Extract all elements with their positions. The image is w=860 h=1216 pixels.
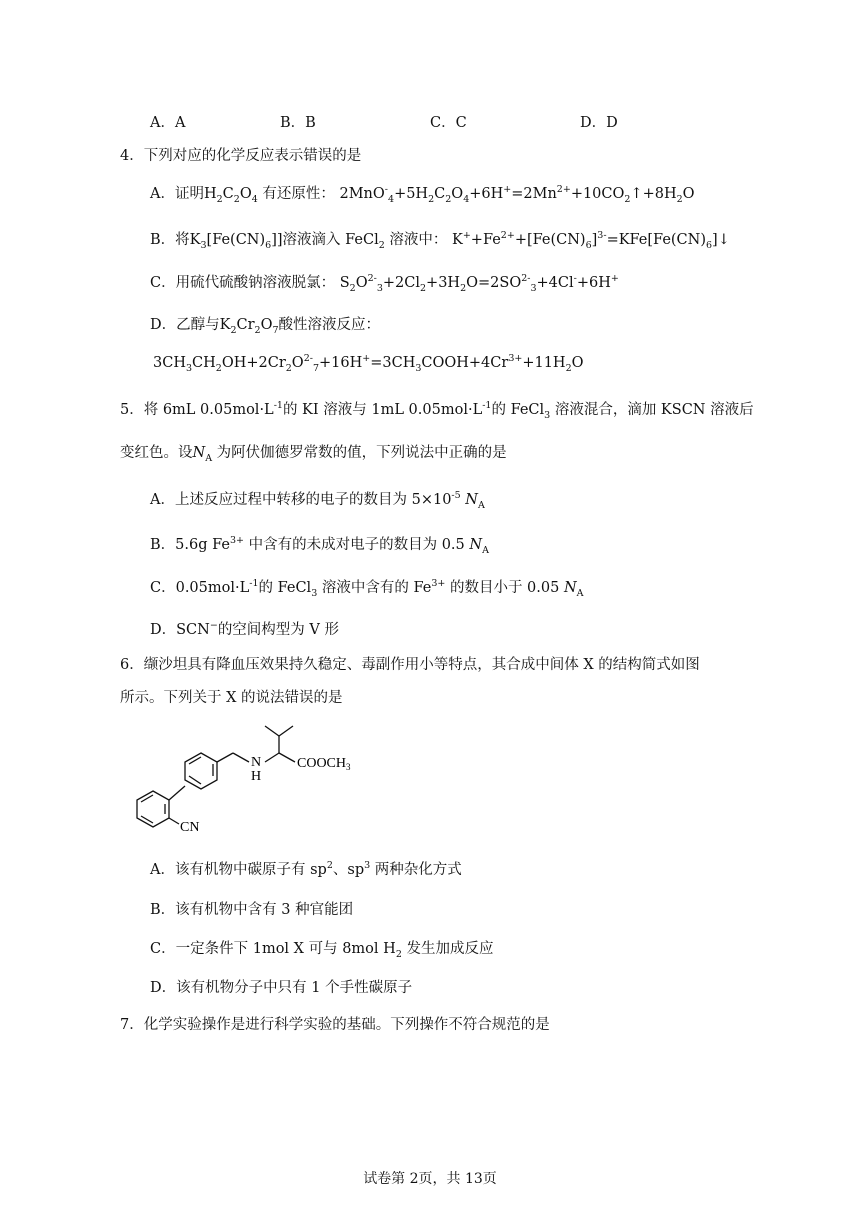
- q4-stem: 4．下列对应的化学反应表示错误的是: [120, 148, 362, 164]
- q6-option-d: D．该有机物分子中只有 1 个手性碳原子: [150, 980, 413, 996]
- q6-option-a: A．该有机物中碳原子有 $sp^2$、$sp^3$ 两种杂化方式: [150, 860, 462, 878]
- h-label: H: [251, 769, 262, 784]
- q5-option-c: C．$0.05mol\cdot L^{-1}$的 FeCl$_3$ 溶液中含有的 $Fe^{3+}$ 的数目小于 0.05 $N_A$: [150, 578, 584, 599]
- cn-label: CN: [180, 820, 200, 835]
- option-d: D．D: [580, 115, 618, 131]
- option-b: B．B: [280, 115, 316, 131]
- q7-stem: 7．化学实验操作是进行科学实验的基础。下列操作不符合规范的是: [120, 1017, 550, 1033]
- q4-option-d-equation: $3CH_3CH_2OH+2Cr_2O^{2-}_7+16H^+=3CH_3COOH+4Cr^{3+}+11H_2O$: [153, 353, 584, 374]
- q4-option-c: C．用硫代硫酸钠溶液脱氯： $S_2O^{2-}_3+2Cl_2+3H_2O=2SO^{2-}_3+4Cl^-+6H^+$: [150, 273, 619, 294]
- q4-option-b: B．将$K_3[Fe(CN)_6]$]溶液滴入 FeCl$_2$ 溶液中： $K^++Fe^{2+}+[Fe(CN)_6]^{3-}=KFe[Fe(CN)_6]↓$: [150, 230, 730, 251]
- q5-stem-line1: 5．将 6mL $0.05mol\cdot L^{-1}$的 KI 溶液与 1mL $0.05mol\cdot L^{-1}$的 FeCl$_3$ 溶液混合，滴加 KSCN 溶液后: [120, 400, 754, 421]
- q6-option-c: C．一定条件下 1mol X 可与 8mol $H_2$ 发生加成反应: [150, 941, 494, 960]
- option-c: C．C: [430, 115, 467, 131]
- page-footer: 试卷第 2页，共 13页: [363, 1171, 497, 1187]
- n-label: N: [251, 755, 262, 770]
- q5-option-b: B．5.6g $Fe^{3+}$ 中含有的未成对电子的数目为 0.5 $N_A$: [150, 535, 489, 556]
- option-a: A．A: [150, 115, 186, 131]
- q5-option-d: D．SCN−的空间构型为 V 形: [150, 620, 340, 638]
- q6-stem-line1: 6．缬沙坦具有降血压效果持久稳定、毒副作用小等特点，其合成中间体 X 的结构简式如图: [120, 657, 700, 673]
- q4-option-a: A．证明$H_2C_2O_4$ 有还原性： $2MnO^-_4+5H_2C_2O_4+6H^+=2Mn^{2+}+10CO_2↑+8H_2O$: [150, 184, 695, 205]
- q5-stem-line2: 变红色。设$N_A$ 为阿伏伽德罗常数的值，下列说法中正确的是: [120, 445, 507, 464]
- molecule-structure-x: [125, 718, 385, 838]
- q5-option-a: A．上述反应过程中转移的电子的数目为 $5\times 10^{-5}$ $N_A$: [150, 490, 485, 511]
- q4-option-d: D．乙醇与$K_2Cr_2O_7$酸性溶液反应：: [150, 317, 381, 336]
- cooch3-label: $COOCH_3$: [297, 756, 351, 772]
- q6-option-b: B．该有机物中含有 3 种官能团: [150, 902, 354, 918]
- q6-stem-line2: 所示。下列关于 X 的说法错误的是: [120, 690, 343, 706]
